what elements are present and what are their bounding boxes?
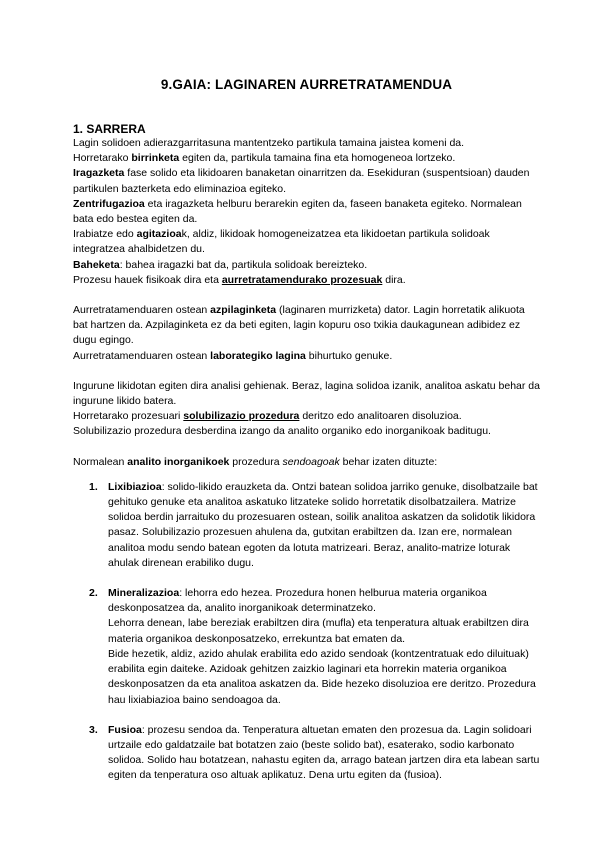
paragraph: Horretarako birrinketa egiten da, partikula tamaina fina eta homogeneoa lortzeko. [73,152,456,165]
list-term: Mineralizazioa [108,587,180,600]
list-item: 3. Fusioa: prozesu sendoa da. Tenperatura altuetan ematen den prozesua da. Lagin solidoari urtzaile edo galdatzaile bat botatzen zaio (beste solido bat), esaterako, sodio karbonato solidoa. Solido hau botatzean, nahastu egiten da, arrago batean jartzen dira eta labean sartu egiten da tenperatura oso altuak aplikatuz. Dena urtu egiten da (fusioa). [89,723,540,782]
list-item: 1. Lixibiazioa: solido-likido erauzketa da. Ontzi batean solidoa jarriko genuke, disolbatzaile bat gehituko genuke eta analitoa askatuko litzateke solido horretatik disolbatzailera. Matrize solidoa berdin jarraituko du prozesuaren ostean, soilik analitoa askatzen da solidotik likidora pasaz. Solubilizazio prozesuen ahulena da, gutxitan erabiltzen da. Izan ere, normalean analitoa modu sendo batean egoten da lotuta matrizeari. Beraz, analito-matrize loturak ahulak direnean erabiliko dugu. [89,480,538,569]
paragraph: Ingurune likidotan egiten dira analisi gehienak. Beraz, lagina solidoa izanik, analitoa askatu behar da ingurune likido batera. [73,379,540,408]
list-number: 1. [89,480,98,493]
paragraph: Prozesu hauek fisikoak dira eta aurretratamendurako prozesuak dira. [73,273,406,286]
paragraph: Horretarako prozesuari solubilizazio prozedura deritzo edo analitoaren disoluzioa. [73,410,462,423]
paragraph: Iragazketa fase solido eta likidoaren banaketan oinarritzen da. Esekiduran (suspentsioan) dauden partikulen bazterketa edo eliminazioa egiteko. [73,167,530,195]
list-number: 3. [89,723,98,736]
paragraph: Lagin solidoen adierazgarritasuna mantentzeko partikula tamaina jaistea komeni da. [73,137,465,149]
paragraph: Irabiatze edo agitazioak, aldiz, likidoak homogeneizatzea eta likidoetan partikula solidoak integratzea ahalbidetzen du. [73,228,490,256]
paragraph: Aurretratamenduaren ostean azpilaginketa (laginaren murrizketa) dator. Lagin horretatik alikuota bat hartzen da. Azpilaginketa ez da beti egiten, lagin kopuru oso txikia daukagunean adibidez ez dugu egingo. [73,304,525,347]
paragraph: Aurretratamenduaren ostean laborategiko lagina bihurtuko genuke. [73,349,393,362]
list-number: 2. [89,587,98,600]
document-title: 9.GAIA: LAGINAREN AURRETRATAMENDUA [160,77,453,92]
paragraph: Zentrifugazioa eta iragazketa helburu berarekin egiten da, faseen banaketa egiteko. Normalean bata edo bestea egiten da. [73,197,522,226]
list-term: Lixibiazioa [108,480,162,493]
list-item: 2. Mineralizazioa: lehorra edo hezea. Prozedura honen helburua materia organikoa deskonposatzea da, analito inorganikoak determinatzeko. Lehorra denean, labe bereziak erabiltzen dira (mufla) eta tenperatura altuak erabiltzen dira materia organikoa deskonposatzeko, errekuntza bat ematen da. Bide hezetik, aldiz, azido ahulak erabilita edo azido sendoak (kontzentratuak edo diluituak) erabilita egin daiteke. Azidoak gehitzen zaizkio laginari eta horrekin materia organikoa deskonposatzen da eta analitoa askatzen da. Bide hezeko disoluzioa ere deritzo. Prozedura hau lixiabiazioa baino sendoagoa da. [89,587,536,706]
numbered-list [73,480,540,784]
paragraph: Baheketa: bahea iragazki bat da, partikula solidoak bereizteko. [73,258,368,271]
paragraph: Normalean analito inorganikoek prozedura sendoagoak behar izaten dituzte: [73,455,438,468]
section-heading: 1. SARRERA [73,122,146,136]
list-term: Fusioa [108,723,142,736]
paragraph: Solubilizazio prozedura desberdina izango da analito organiko edo inorganikoak baditugu. [73,425,491,438]
